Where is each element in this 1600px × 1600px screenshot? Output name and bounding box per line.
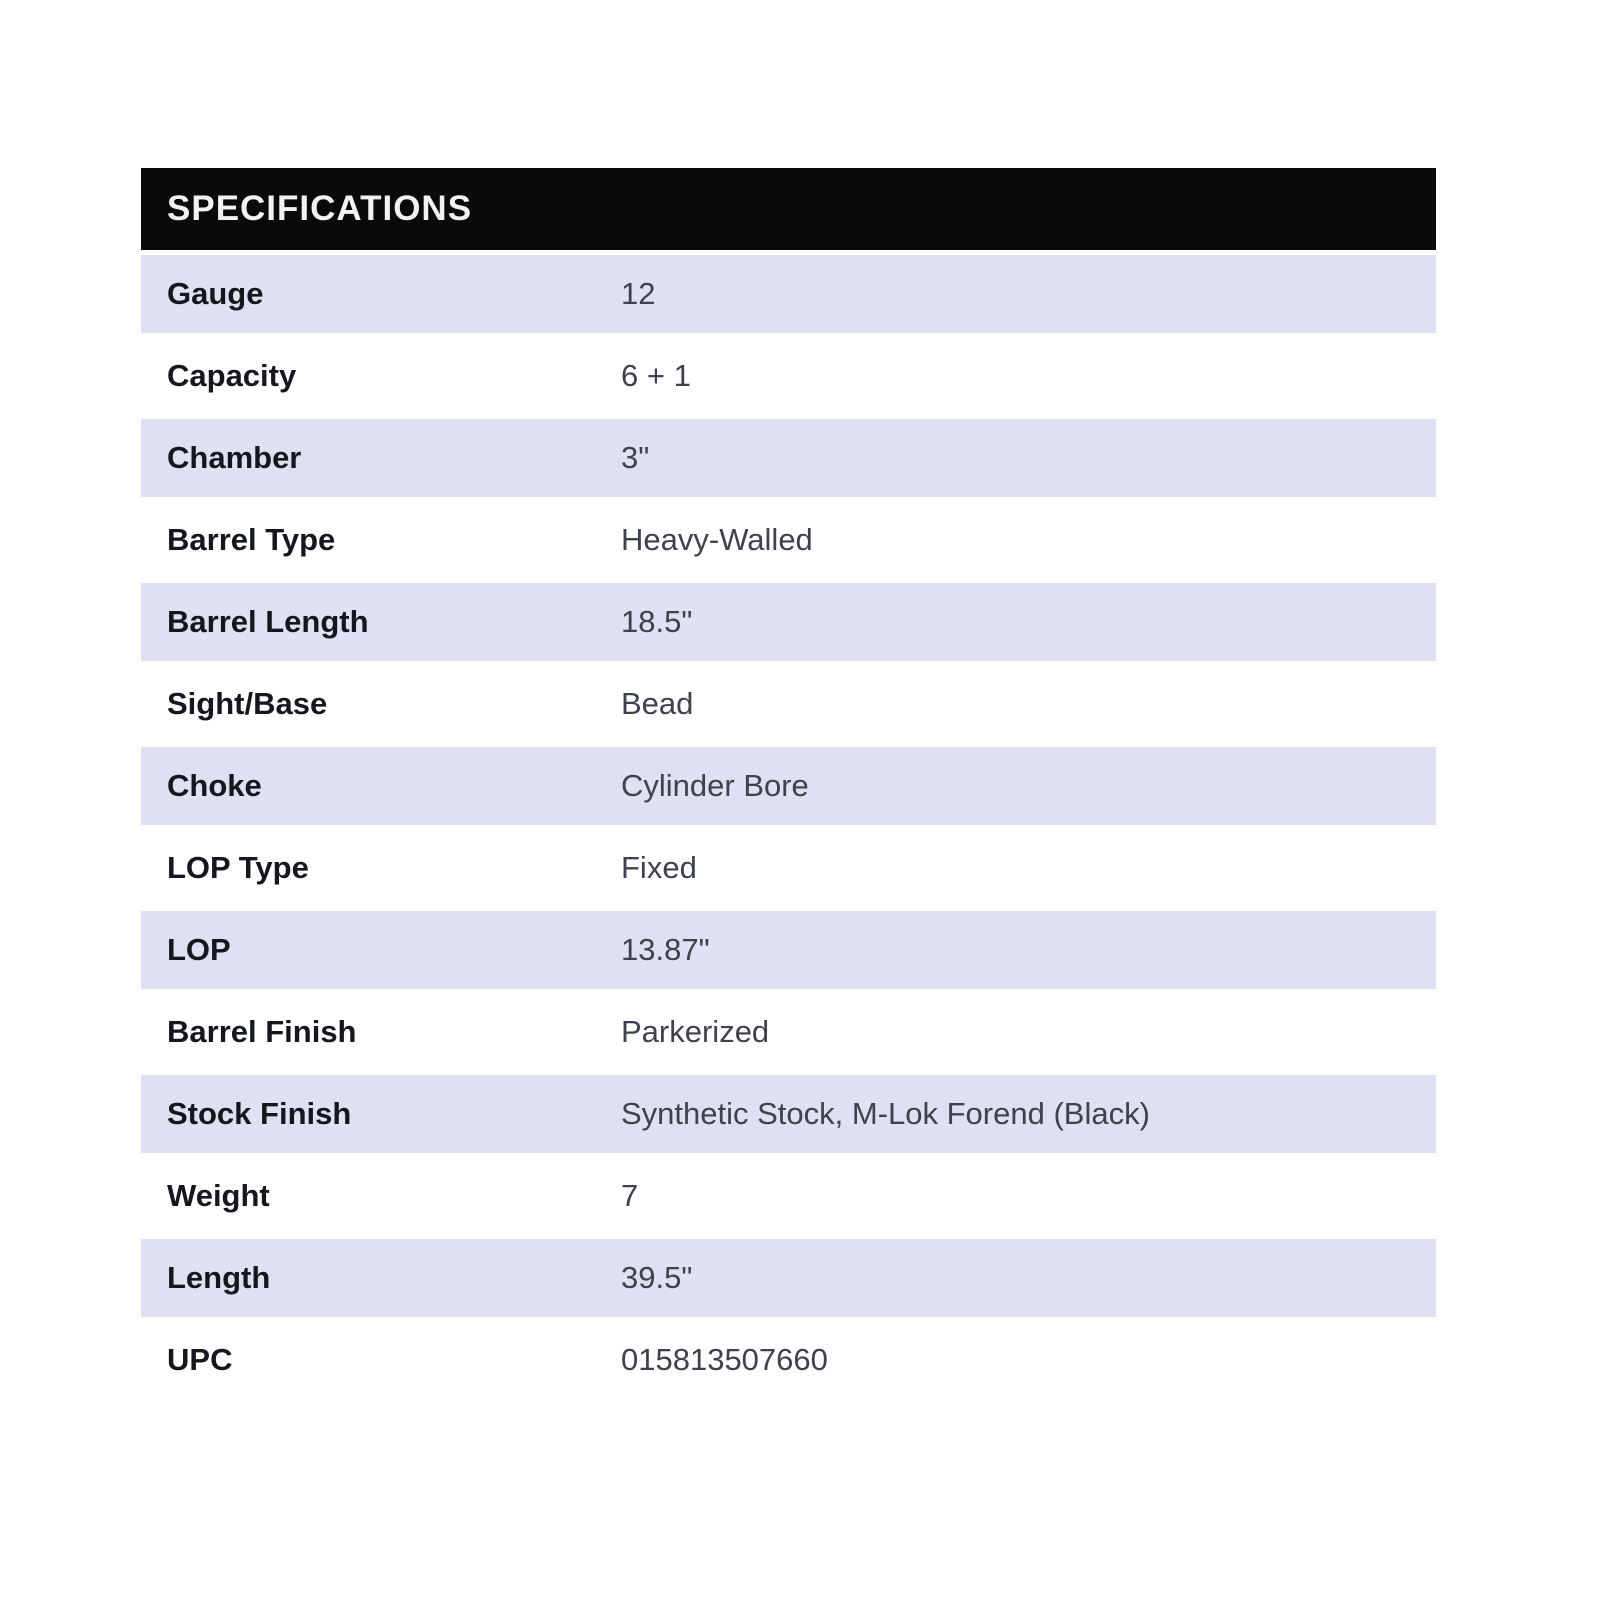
spec-row-value: 18.5" xyxy=(621,604,693,639)
spec-row-label: Length xyxy=(167,1260,271,1295)
spec-row xyxy=(141,911,1436,993)
spec-row-label: Choke xyxy=(167,768,262,803)
spec-row-value: Heavy-Walled xyxy=(621,522,813,557)
spec-row xyxy=(141,1239,1436,1321)
spec-row-label: Barrel Length xyxy=(167,604,369,639)
specifications-header xyxy=(141,168,1436,250)
spec-row-value: 3" xyxy=(621,440,650,475)
spec-row-label: Chamber xyxy=(167,440,302,475)
spec-row-value: Synthetic Stock, M-Lok Forend (Black) xyxy=(621,1096,1150,1131)
spec-row-value: Bead xyxy=(621,686,694,721)
spec-row-value: Parkerized xyxy=(621,1014,770,1049)
spec-row xyxy=(141,255,1436,337)
spec-row-label: LOP xyxy=(167,932,231,967)
spec-row-value: 39.5" xyxy=(621,1260,693,1295)
spec-row xyxy=(141,1075,1436,1157)
specifications-table xyxy=(141,168,1436,1403)
spec-row xyxy=(141,501,1436,583)
spec-row-value: 12 xyxy=(621,276,656,311)
spec-row xyxy=(141,583,1436,665)
spec-row-value: 015813507660 xyxy=(621,1342,828,1377)
spec-row-value: 13.87" xyxy=(621,932,710,967)
specifications-title: SPECIFICATIONS xyxy=(167,189,473,228)
spec-row xyxy=(141,1321,1436,1403)
spec-row xyxy=(141,747,1436,829)
spec-row-value: Fixed xyxy=(621,850,697,885)
spec-row-label: UPC xyxy=(167,1342,233,1377)
spec-row-label: Stock Finish xyxy=(167,1096,352,1131)
spec-row-label: Capacity xyxy=(167,358,297,393)
spec-row-label: Barrel Finish xyxy=(167,1014,357,1049)
spec-row-value: Cylinder Bore xyxy=(621,768,809,803)
spec-row-value: 7 xyxy=(621,1178,639,1213)
spec-row-label: Weight xyxy=(167,1178,270,1213)
specifications-rows xyxy=(141,255,1436,1403)
spec-row xyxy=(141,829,1436,911)
spec-row xyxy=(141,993,1436,1075)
spec-row-label: Sight/Base xyxy=(167,686,328,721)
spec-row xyxy=(141,419,1436,501)
spec-row-value: 6 + 1 xyxy=(621,358,691,393)
spec-row-label: Barrel Type xyxy=(167,522,336,557)
spec-row xyxy=(141,337,1436,419)
spec-row-label: LOP Type xyxy=(167,850,309,885)
spec-row xyxy=(141,665,1436,747)
spec-row xyxy=(141,1157,1436,1239)
spec-row-label: Gauge xyxy=(167,276,264,311)
